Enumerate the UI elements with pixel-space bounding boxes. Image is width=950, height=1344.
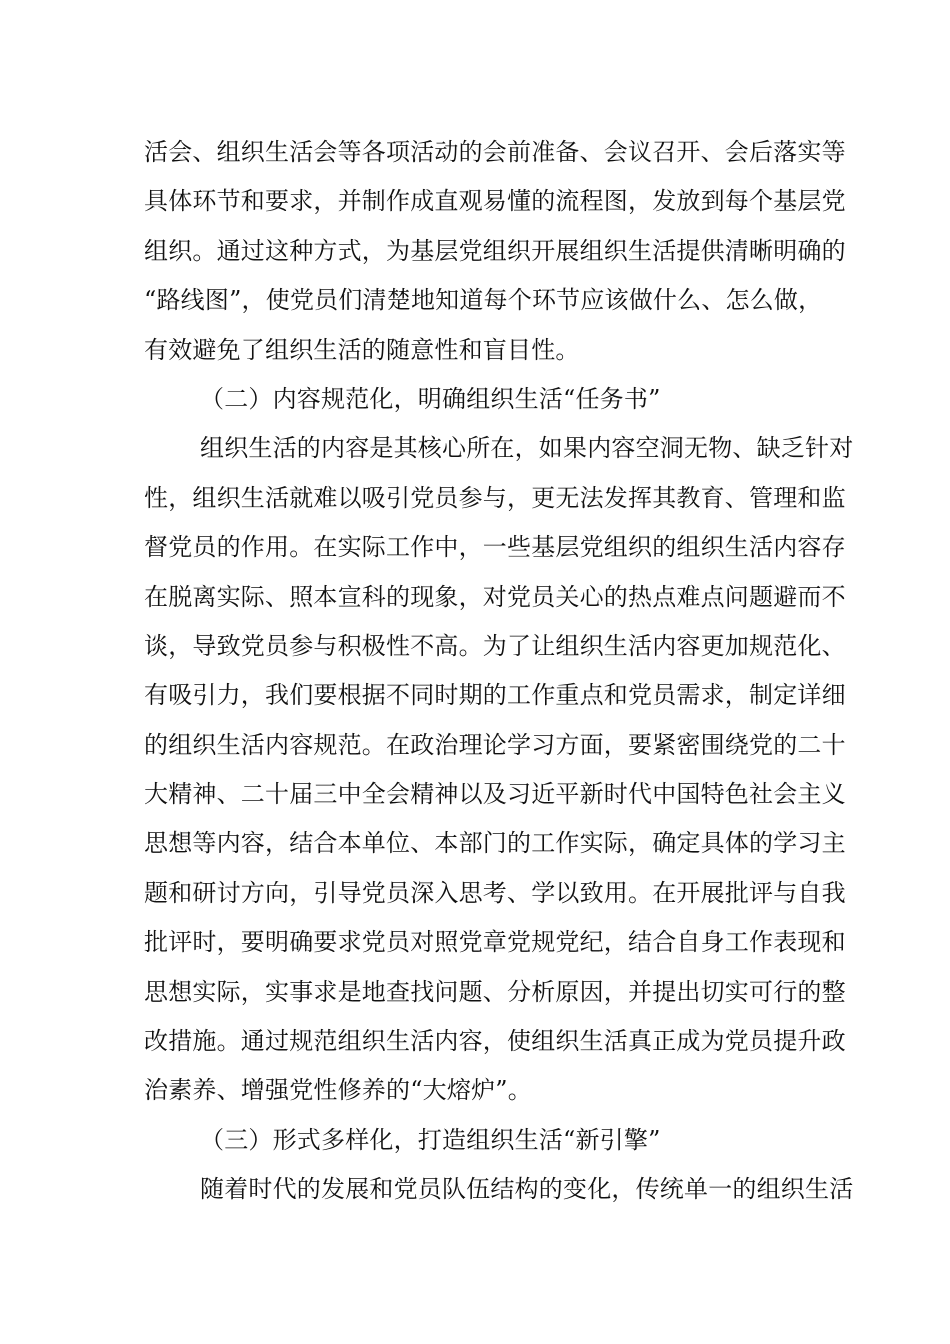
body-line: 题和研讨方向，引导党员深入思考、学以致用。在开展批评与自我	[144, 878, 846, 907]
body-line: 批评时，要明确要求党员对照党章党规党纪，结合自身工作表现和	[144, 928, 846, 957]
paragraph-start-line: 随着时代的发展和党员队伍结构的变化，传统单一的组织生活	[200, 1175, 854, 1204]
body-line: 思想等内容，结合本单位、本部门的工作实际，确定具体的学习主	[144, 829, 846, 858]
body-line: 活会、组织生活会等各项活动的会前准备、会议召开、会后落实等	[144, 138, 846, 166]
body-line: 有效避免了组织生活的随意性和盲目性。	[144, 335, 580, 364]
body-line: 督党员的作用。在实际工作中，一些基层党组织的组织生活内容存	[144, 533, 846, 562]
section-heading-3: （三）形式多样化，打造组织生活“新引擎”	[200, 1125, 661, 1154]
body-line: 治素养、增强党性修养的“大熔炉”。	[144, 1076, 532, 1105]
body-line: 的组织生活内容规范。在政治理论学习方面，要紧密围绕党的二十	[144, 730, 846, 759]
paragraph-start-line: 组织生活的内容是其核心所在，如果内容空洞无物、缺乏针对	[200, 434, 854, 463]
body-line: “路线图”，使党员们清楚地知道每个环节应该做什么、怎么做，	[144, 286, 823, 315]
body-line: 在脱离实际、照本宣科的现象，对党员关心的热点难点问题避而不	[144, 582, 846, 611]
body-line: 具体环节和要求，并制作成直观易懂的流程图，发放到每个基层党	[144, 187, 846, 216]
body-line: 有吸引力，我们要根据不同时期的工作重点和党员需求，制定详细	[144, 681, 846, 710]
body-line: 改措施。通过规范组织生活内容，使组织生活真正成为党员提升政	[144, 1027, 846, 1056]
body-line: 思想实际，实事求是地查找问题、分析原因，并提出切实可行的整	[144, 977, 846, 1006]
body-line: 组织。通过这种方式，为基层党组织开展组织生活提供清晰明确的	[144, 236, 846, 265]
body-line: 大精神、二十届三中全会精神以及习近平新时代中国特色社会主义	[144, 780, 846, 809]
section-heading-2: （二）内容规范化，明确组织生活“任务书”	[200, 384, 661, 413]
body-line: 性，组织生活就难以吸引党员参与，更无法发挥其教育、管理和监	[144, 483, 846, 512]
document-body	[144, 128, 854, 1215]
body-line: 谈，导致党员参与积极性不高。为了让组织生活内容更加规范化、	[144, 631, 846, 660]
